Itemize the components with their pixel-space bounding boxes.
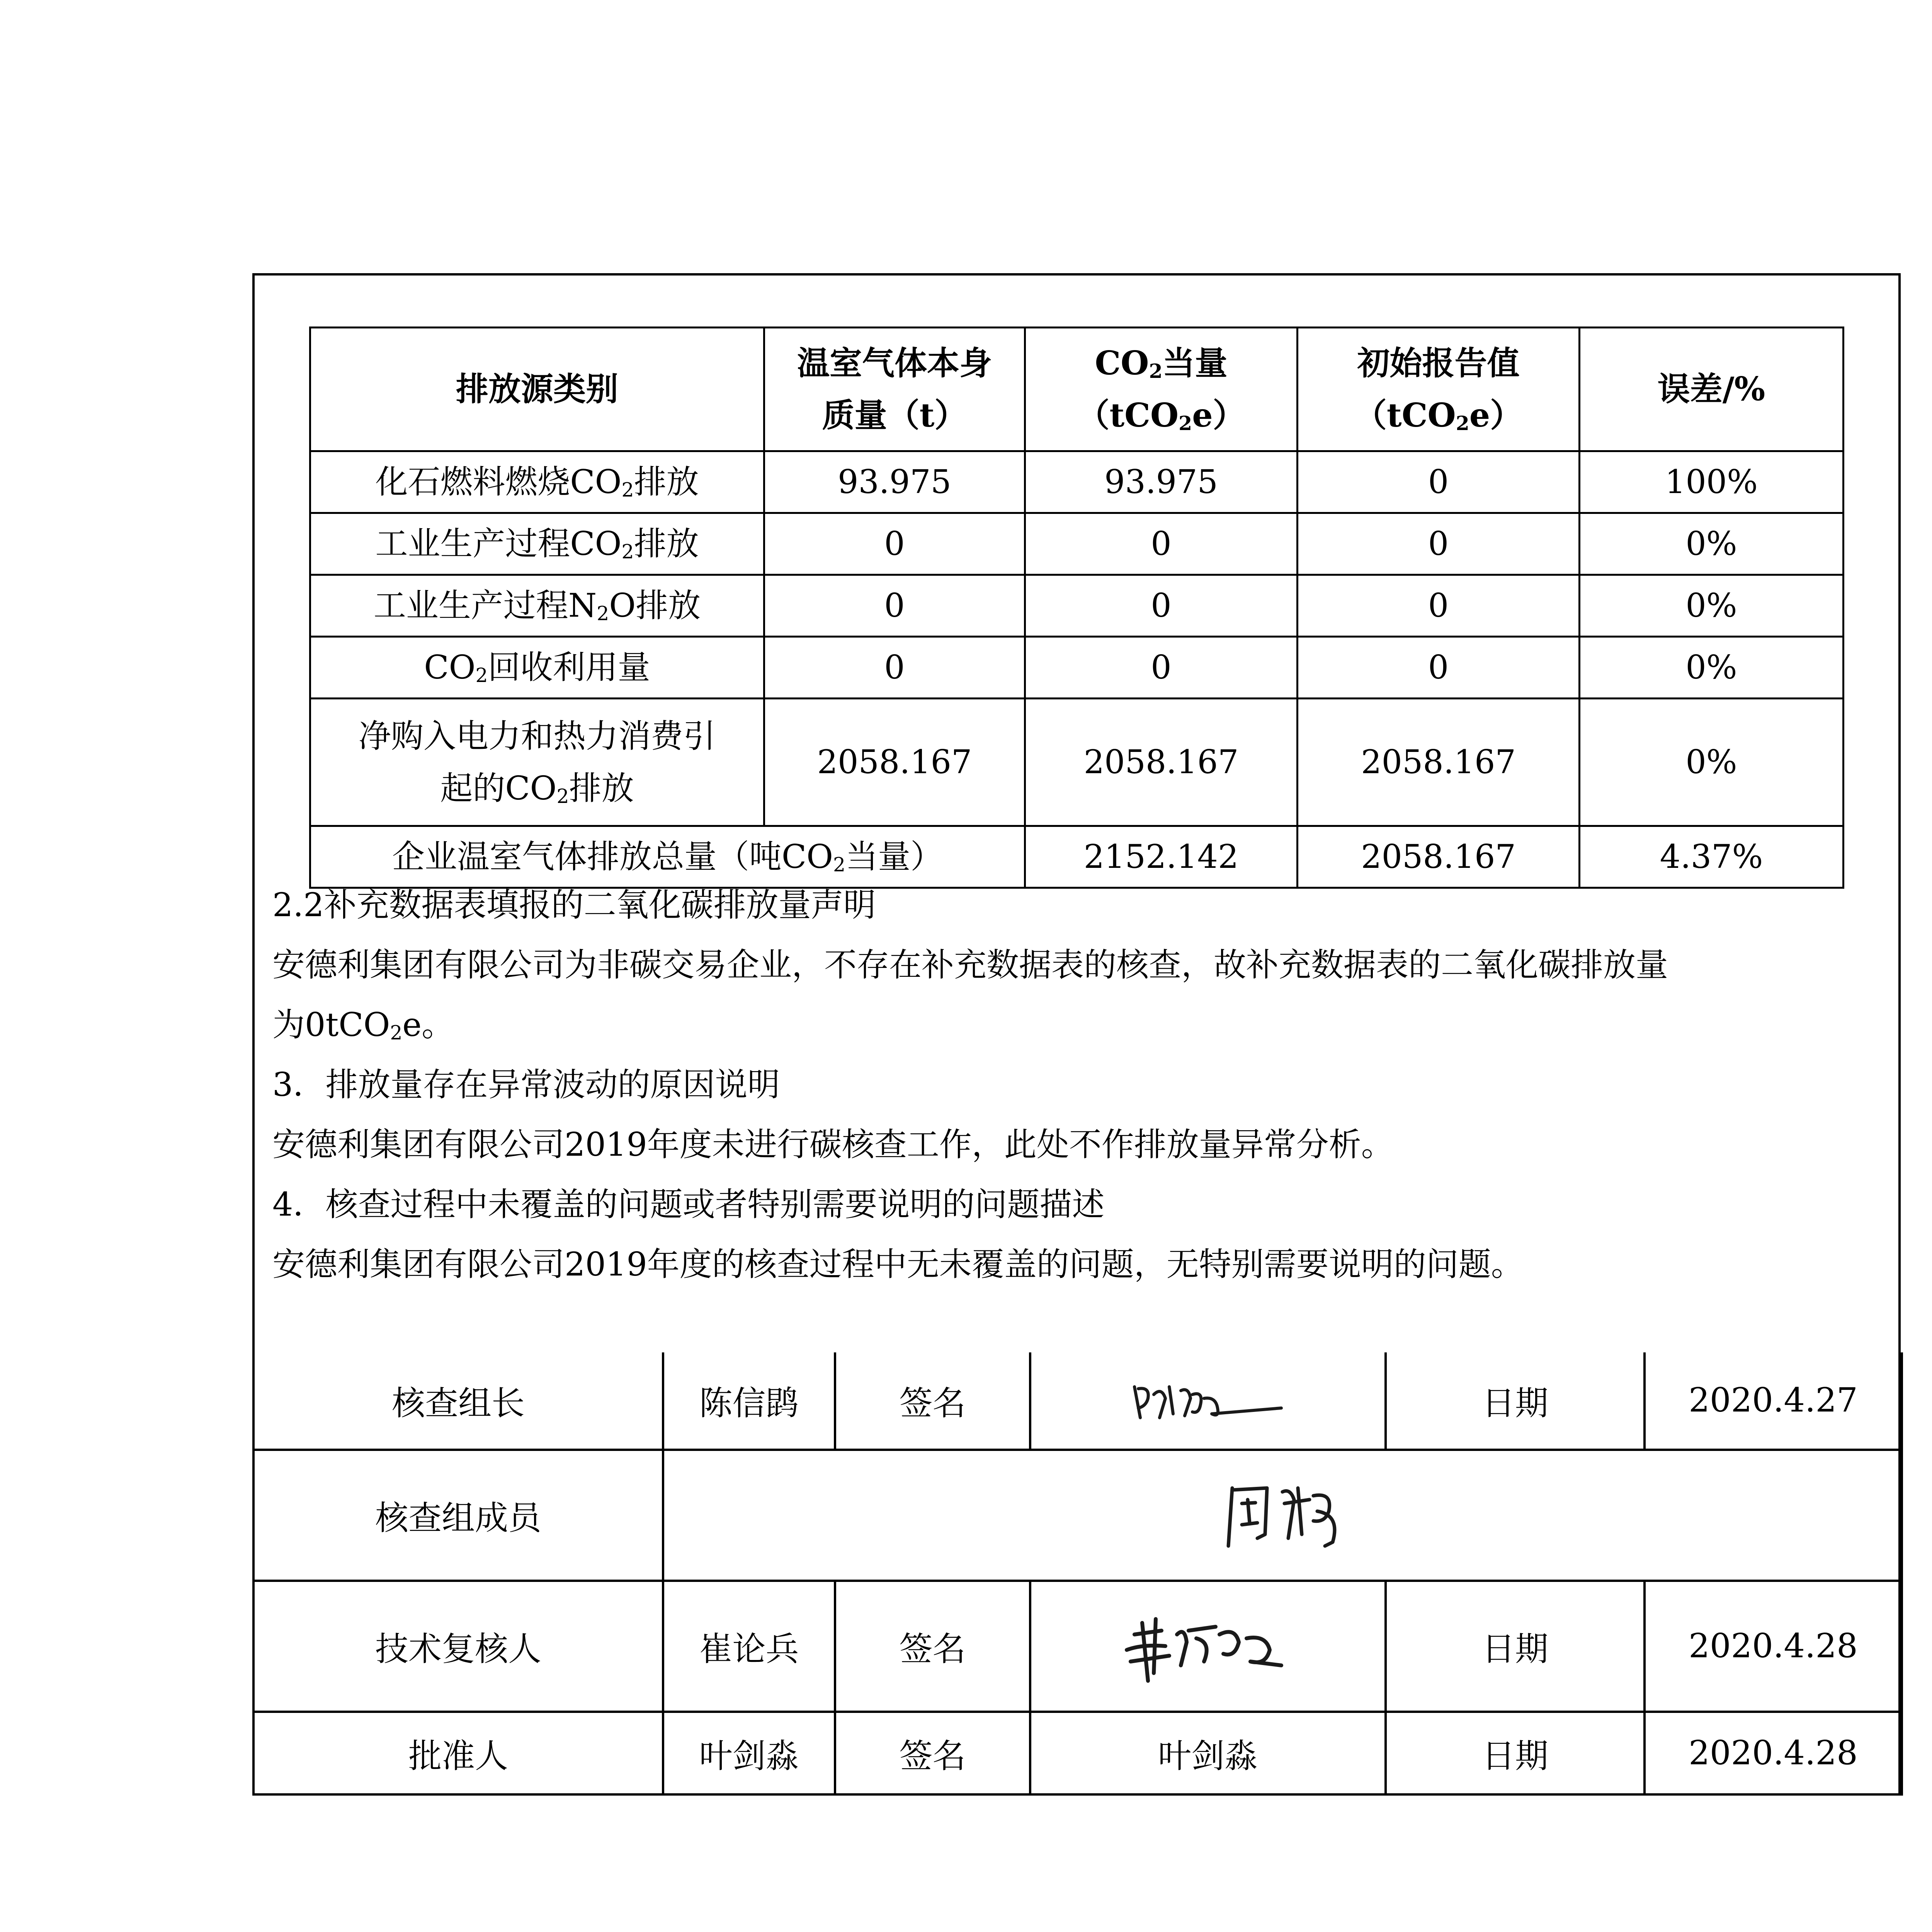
total-co2eq: 2152.142 xyxy=(1025,826,1298,888)
signature-text: 叶剑淼 xyxy=(1030,1712,1386,1794)
row-source: 工业生产过程$CO_2$排放 xyxy=(310,513,764,575)
handwritten-signature-icon xyxy=(1119,1607,1297,1685)
row-co2eq: 0 xyxy=(1025,637,1298,699)
row-initial: 0 xyxy=(1298,575,1580,637)
role-label: 批准人 xyxy=(253,1712,663,1794)
section-4-title: 4．核查过程中未覆盖的问题或者特别需要说明的问题描述 xyxy=(272,1185,1105,1223)
table-row xyxy=(310,699,1844,826)
row-source: 净购入电力和热力消费引 起的$CO_2$排放 xyxy=(310,699,764,826)
row-initial: 2058.167 xyxy=(1298,699,1580,826)
row-mass: 2058.167 xyxy=(764,699,1025,826)
header-co2eq: $CO_2$当量 （tCO$_2$e） xyxy=(1025,328,1298,451)
handwritten-signature-icon xyxy=(1217,1476,1348,1554)
signoff-row-lead xyxy=(253,1352,1902,1450)
date-label: 日期 xyxy=(1386,1352,1645,1450)
row-co2eq: 2058.167 xyxy=(1025,699,1298,826)
row-mass: 0 xyxy=(764,575,1025,637)
person-name: 叶剑淼 xyxy=(663,1712,835,1794)
row-source: 化石燃料燃烧$CO_2$排放 xyxy=(310,451,764,513)
row-initial: 0 xyxy=(1298,637,1580,699)
role-label: 核查组长 xyxy=(253,1352,663,1450)
row-initial: 0 xyxy=(1298,451,1580,513)
row-error: 0% xyxy=(1580,575,1844,637)
header-initial: 初始报告值 （tCO$_2$e） xyxy=(1298,328,1580,451)
section-3-title: 3．排放量存在异常波动的原因说明 xyxy=(272,1066,780,1104)
row-mass: 93.975 xyxy=(764,451,1025,513)
header-mass: 温室气体本身 质量（t） xyxy=(764,328,1025,451)
total-label: 企业温室气体排放总量（吨$CO_2$当量） xyxy=(310,826,1025,888)
signoff-row-reviewer xyxy=(253,1581,1902,1712)
table-row xyxy=(310,513,1844,575)
row-error: 0% xyxy=(1580,513,1844,575)
sign-label: 签名 xyxy=(835,1581,1030,1712)
section-2-2-body-cont: 为0tCO$_2$e。 xyxy=(272,1006,454,1044)
signoff-row-members xyxy=(253,1450,1902,1581)
signoff-row-approver xyxy=(253,1712,1902,1794)
role-label: 核查组成员 xyxy=(253,1450,663,1581)
date-label: 日期 xyxy=(1386,1712,1645,1794)
total-error: 4.37% xyxy=(1580,826,1844,888)
row-error: 0% xyxy=(1580,699,1844,826)
section-2-2-title: 2.2补充数据表填报的二氧化碳排放量声明 xyxy=(272,886,876,924)
signature-chen xyxy=(1030,1352,1386,1450)
section-2-2-body: 安德利集团有限公司为非碳交易企业，不存在补充数据表的核查，故补充数据表的二氧化碳排放量 xyxy=(272,946,1668,984)
role-label: 技术复核人 xyxy=(253,1581,663,1712)
total-initial: 2058.167 xyxy=(1298,826,1580,888)
sign-label: 签名 xyxy=(835,1712,1030,1794)
header-error: 误差/% xyxy=(1580,328,1844,451)
emissions-table xyxy=(309,327,1844,889)
section-3-body: 安德利集团有限公司2019年度未进行碳核查工作，此处不作排放量异常分析。 xyxy=(272,1126,1394,1163)
table-row xyxy=(310,637,1844,699)
row-co2eq: 93.975 xyxy=(1025,451,1298,513)
date-label: 日期 xyxy=(1386,1581,1645,1712)
row-mass: 0 xyxy=(764,637,1025,699)
date-value: 2020.4.28 xyxy=(1645,1712,1902,1794)
person-name: 陈信鹍 xyxy=(663,1352,835,1450)
signoff-table xyxy=(252,1352,1903,1796)
signature-cui xyxy=(1030,1581,1386,1712)
row-initial: 0 xyxy=(1298,513,1580,575)
section-text xyxy=(272,875,1888,1294)
handwritten-signature-icon xyxy=(1127,1371,1289,1429)
row-co2eq: 0 xyxy=(1025,513,1298,575)
row-source: 工业生产过程$N_2O$排放 xyxy=(310,575,764,637)
section-4-body: 安德利集团有限公司2019年度的核查过程中无未覆盖的问题，无特别需要说明的问题。 xyxy=(272,1245,1524,1283)
table-row xyxy=(310,575,1844,637)
row-mass: 0 xyxy=(764,513,1025,575)
table-header-row xyxy=(310,328,1844,451)
date-value: 2020.4.28 xyxy=(1645,1581,1902,1712)
sign-label: 签名 xyxy=(835,1352,1030,1450)
row-error: 100% xyxy=(1580,451,1844,513)
table-row xyxy=(310,451,1844,513)
date-value: 2020.4.27 xyxy=(1645,1352,1902,1450)
person-name: 崔论兵 xyxy=(663,1581,835,1712)
row-error: 0% xyxy=(1580,637,1844,699)
signature-members xyxy=(663,1450,1902,1581)
row-source: $CO_2$回收利用量 xyxy=(310,637,764,699)
row-co2eq: 0 xyxy=(1025,575,1298,637)
header-source: 排放源类别 xyxy=(310,328,764,451)
